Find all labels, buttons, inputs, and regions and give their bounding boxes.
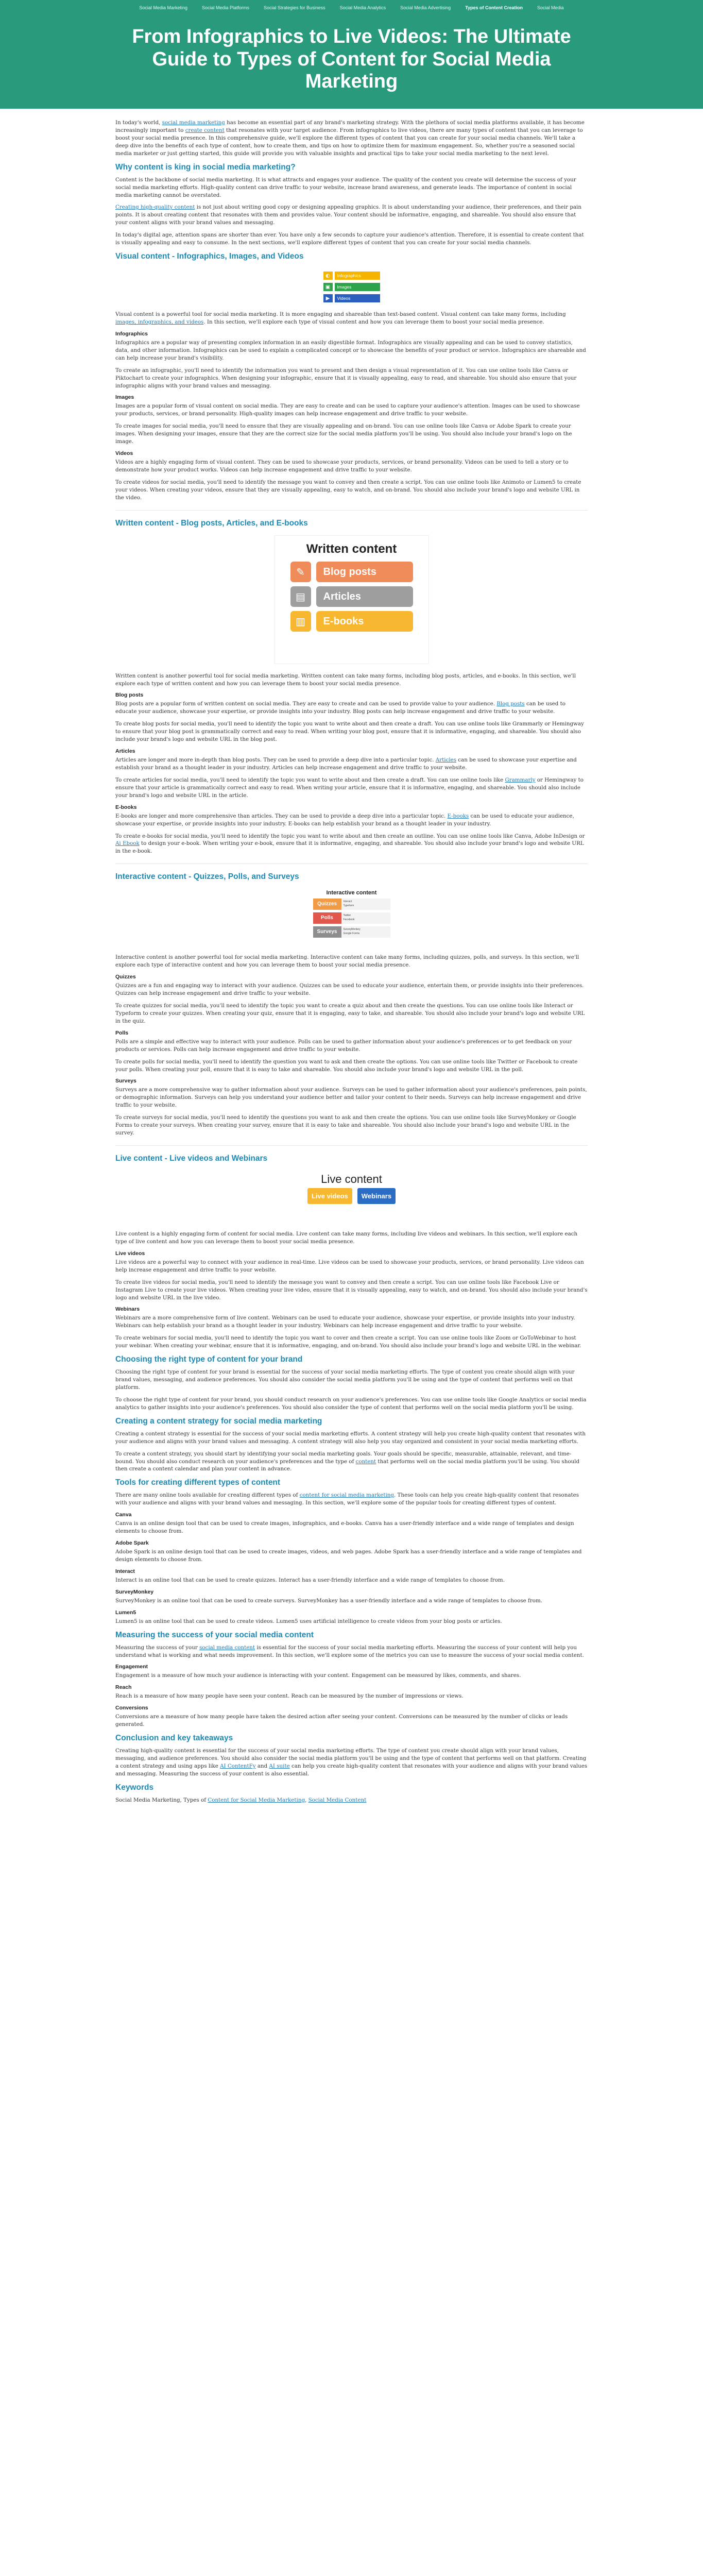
figure-title: Interactive content [326,890,377,896]
live-content-figure [115,1171,588,1222]
section-heading: Interactive content - Quizzes, Polls, and Surveys [115,872,299,882]
fig3-row [313,926,390,938]
paragraph: Reach is a measure of how many people have seen your content. Reach can be measured by the number of impressions or views. [115,1693,464,1700]
intro-paragraph: In today's world, social media marketing has become an essential part of any brand's marketing strategy. With the plethora of social media platforms available, it has become increasingly important to create content that resonates with your target audience. From infographics to live videos, there are many types of content that you can leverage to boost your social media presence. In this comprehensive guide, we'll explore the different types of content that you can create for your social media channels. We'll take a deep dive into the benefits of each type of content, how to create them, and tips on how to optimize them for maximum engagement. So, whether you're a seasoned social media marketer or just getting started, this guide will provide you with valuable insights and practical tips to take your social media marketing to the next level. [115,120,585,157]
section-heading: Tools for creating different types of content [115,1478,281,1487]
fig4-label: Live videos [307,1188,352,1204]
subheading: Blog posts [115,692,144,699]
article-body [115,109,588,1813]
section-heading: Measuring the success of your social media content [115,1630,314,1639]
section-heading: Conclusion and key takeaways [115,1734,233,1743]
live-content-diagram [303,1171,401,1222]
subheading: Interact [115,1568,135,1574]
paragraph: To choose the right type of content for your brand, you should conduct research on your audience's preferences. You can use online tools like Google Analytics or social media analytics to gather insights into your audience's preferences. You should also consider the type of content that performs well on the social media platform you'll be using. [115,1396,587,1411]
paragraph: Interact is an online tool that can be used to create quizzes. Interact has a user-friendly interface and a wide range of templates to choose from. [115,1577,505,1583]
section-heading: Keywords [115,1783,154,1792]
subheading: SurveyMonkey [115,1588,154,1595]
inline-link[interactable]: AI suite [269,1763,290,1770]
paragraph: To create e-books for social media, you'll need to identify the topic you want to write about and then create an outline. You can use online tools like Canva, Adobe InDesign or Ai Ebook to design your e-book. When writing your e-book, ensure that it is informative, engaging, and shareable. You should also include your brand's logo and website URL in the e-book. [115,833,585,855]
fig3-tools: Twitter Facebook [341,912,390,924]
visual-content-diagram [323,268,380,302]
section-heading: Written content - Blog posts, Articles, and E-books [115,518,308,528]
subheading: Webinars [115,1306,140,1313]
visual-content-figure [115,268,588,302]
paragraph: To create videos for social media, you'll need to identify the message you want to convey and then create a script. You can use online tools like Animoto or Lumen5 to create your videos. When creating your videos, ensure that they are visually appealing, easy to watch, and on-brand. You should also include your brand's logo and website URL in the video. [115,479,581,501]
inline-link[interactable]: social media content [199,1644,255,1651]
subheading: Surveys [115,1078,136,1084]
section-heading: Live content - Live videos and Webinars [115,1154,268,1163]
paragraph: Images are a popular form of visual content on social media. They are easy to create and can be used to capture your audience's attention. Images can be used to showcase your products, services, or brand personality. High-quality images can help increase engagement and drive traffic to your website. [115,403,580,417]
paragraph: Engagement is a measure of how much your audience is interacting with your content. Engagement can be measured by likes, comments, and shares. [115,1672,521,1679]
paragraph: Live content is a highly engaging form of content for social media. Live content can take many forms, including live videos and webinars. In this section, we'll explore each type of live content and how you can leverage them to boost your social media presence. [115,1230,578,1245]
nav-item[interactable]: Social Strategies for Business [264,5,325,10]
subheading: Conversions [115,1705,148,1711]
subheading: Canva [115,1512,132,1518]
paragraph: To create quizzes for social media, you'll need to identify the topic you want to create a quiz about and then create the questions. You can use online tools like Interact or Typeform to create your quizzes. When creating your quiz, ensure that it is engaging, easy to take, and shareable. You should also include your brand's logo and website URL in the quiz. [115,1003,585,1024]
fig4-row [303,1188,401,1204]
paragraph: Lumen5 is an online tool that can be used to create videos. Lumen5 uses artificial intelligence to create videos from your blog posts or articles. [115,1618,502,1624]
inline-link[interactable]: content for social media marketing [299,1492,394,1499]
paragraph: Blog posts are a popular form of written content on social media. They are easy to create and can be used to provide value to your audience. Blog posts can be used to educate your audience, showcase your expertise, or provide insights into your industry. Blog posts can help increase engagement and drive traffic to your website. [115,701,565,715]
inline-link[interactable]: E-books [447,812,469,819]
nav-item-active[interactable]: Types of Content Creation [465,5,523,10]
paragraph: Videos are a highly engaging form of visual content. They can be used to showcase your products, services, or brand personality. Videos can be used to tell a story or to demonstrate how your product works. Videos can help increase engagement and drive traffic to your website. [115,459,569,473]
inline-link[interactable]: social media marketing [162,120,225,126]
divider [115,863,588,864]
paragraph: Infographics are a popular way of presenting complex information in an easily digestible format. Infographics are visually appealing and can be used to convey statistics, data, and other information. Infographics can be used to explain a complicated concept or to showcase the benefits of your product or service. Infographics are shareable and can help increase your brand's visibility. [115,339,586,361]
blog-icon: ✎ [290,562,311,582]
ebook-icon: ▥ [290,611,311,632]
divider [115,1145,588,1146]
paragraph: Surveys are a more comprehensive way to gather information about your audience. Surveys can be used to gather information about your audience's preferences, pain points, or demographic information. Surveys can help you understand your audience better and tailor your content to their needs. Surveys can help increase engagement and drive traffic to your website. [115,1087,587,1109]
nav-item[interactable]: Social Media Platforms [201,5,250,10]
inline-link[interactable]: Ai Ebook [115,840,140,847]
fig2-label: E-books [316,611,413,632]
figure-title: Written content [306,541,397,556]
subheading: Infographics [115,330,148,337]
subheading: Polls [115,1029,129,1036]
paragraph: To create a content strategy, you should start by identifying your social media marketing goals. Your goals should be specific, measurable, attainable, relevant, and time-bound. You should also conduct research on your audience's preferences and the type of content that performs well on the social media platform you'll be using. You should then create a content calendar and plan your content in advance. [115,1450,580,1472]
fig1-row [323,294,380,302]
page-title: From Infographics to Live Videos: The Ultimate Guide to Types of Content for Social Media Marketing [132,26,571,93]
paragraph: Canva is an online design tool that can be used to create images, infographics, and e-books. Canva has a user-friendly interface and a wide range of templates and design elements to choose from. [115,1520,574,1535]
fig1-label: Videos [335,294,380,302]
paragraph: There are many online tools available for creating different types of content for social media marketing. These tools can help you create high-quality content that resonates with your audience and aligns with your brand values and messaging. In this section, we'll explore some of the popular tools for creating different types of content. [115,1492,579,1506]
inline-link[interactable]: Grammarly [505,776,536,783]
fig3-label: Surveys [313,926,341,938]
paragraph: E-books are longer and more comprehensive than articles. They can be used to provide a deep dive into a particular topic. E-books can be used to educate your audience, showcase your expertise, or provide insights into your industry. E-books can help establish your brand as a thought leader in your industry. [115,812,574,827]
keywords-paragraph: Social Media Marketing, Types of Content for Social Media Marketing, Social Media Content [115,1797,367,1803]
infographic-icon: ◐ [323,272,333,280]
top-nav [0,0,703,15]
hero-banner [0,15,703,109]
written-content-figure [115,535,588,664]
inline-link[interactable]: Creating high-quality content [115,204,195,211]
divider [115,510,588,511]
paragraph: Articles are longer and more in-depth than blog posts. They can be used to provide a deep dive into a particular topic. Articles can be used to showcase your expertise and establish your brand as a thought leader in your industry. Articles can help increase engagement and drive traffic to your website. [115,757,577,771]
image-icon: ▣ [323,283,333,291]
fig2-row [290,562,413,582]
fig3-row [313,912,390,924]
subheading: Adobe Spark [115,1540,149,1547]
paragraph: Webinars are a more comprehensive form of live content. Webinars can be used to educate your audience, showcase your expertise, or provide insights into your industry. Webinars can help establish your brand as a thought leader in your industry. Webinars can help increase engagement and drive traffic to your website. [115,1315,575,1329]
paragraph: To create articles for social media, you'll need to identify the topic you want to write about and then create a draft. You can use online tools like Grammarly or Hemingway to ensure that your article is grammatically correct and easy to read. When writing your article, ensure that it is informative, engaging, and shareable. You should also include your brand's logo and website URL in the article. [115,776,584,799]
nav-item[interactable]: Social Media Advertising [400,5,451,10]
written-content-diagram [275,535,429,664]
paragraph: Interactive content is another powerful tool for social media marketing. Interactive content can take many forms, including quizzes, polls, and surveys. In this section, we'll explore each type of interactive content and how you can leverage them to boost your social media presence. [115,954,579,969]
nav-item[interactable]: Social Media Marketing [139,5,187,10]
interactive-content-diagram [313,889,390,945]
inline-link[interactable]: Articles [435,757,457,764]
paragraph: To create an infographic, you'll need to identify the information you want to present and then design a visual representation of it. You can use online tools like Canva or Piktochart to create your infographics. When designing your infographic, ensure that it is visually appealing, easy to read, and shareable. You should also ensure that your infographic aligns with your brand values and messaging. [115,367,577,389]
fig1-label: Infographics [335,272,380,280]
section-heading: Why content is king in social media marketing? [115,162,296,172]
fig3-tools: Interact Typeform [341,899,390,910]
figure-title: Live content [321,1172,382,1185]
subheading: Videos [115,450,133,457]
paragraph: To create live videos for social media, you'll need to identify the message you want to convey and then create a script. You can use online tools like Facebook Live or Instagram Live to create your live videos. When creating your live video, ensure that it is visually appealing, easy to watch, and on-brand. You should also include your brand's logo and website URL in the live video. [115,1279,588,1301]
fig2-row [290,586,413,607]
fig2-label: Articles [316,586,413,607]
subheading: Reach [115,1684,132,1691]
fig3-label: Polls [313,912,341,924]
paragraph: To create webinars for social media, you'll need to identify the topic you want to cover and then create a script. You can use online tools like Zoom or GoToWebinar to host your webinar. When creating your webinar, ensure that it is informative, engaging, and on-brand. You should also include your brand's logo and website URL in the webinar. [115,1335,581,1349]
fig3-label: Quizzes [313,899,341,910]
fig2-row [290,611,413,632]
paragraph: Choosing the right type of content for your brand is essential for the success of your social media marketing efforts. The type of content you create should align with your brand values, messaging, and audience preferences. You should also consider the social media platform you'll be using and the type of content that performs well on that platform. [115,1369,575,1391]
keyword-link[interactable]: Social Media Content [308,1797,367,1803]
fig1-row [323,272,380,280]
paragraph: Visual content is a powerful tool for social media marketing. It is more engaging and shareable than text-based content. Visual content can take many forms, including images, infographics, and videos. In this section, we'll explore each type of visual content and how you can leverage them to boost your social media presence. [115,311,566,325]
inline-link[interactable]: create content [185,127,225,133]
paragraph: SurveyMonkey is an online tool that can be used to create surveys. SurveyMonkey has a user-friendly interface and a wide range of templates to choose from. [115,1597,542,1604]
inline-link[interactable]: AI ContentFy [220,1763,256,1770]
subheading: Images [115,394,134,401]
paragraph: Written content is another powerful tool for social media marketing. Written content can take many forms, including blog posts, articles, and e-books. In this section, we'll explore each type of written content and how you can leverage them to boost your social media presence. [115,672,576,687]
paragraph: Adobe Spark is an online design tool that can be used to create images, videos, and web pages. Adobe Spark has a user-friendly interface and a wide range of templates and design elements to choose from. [115,1549,582,1563]
fig1-row [323,283,380,291]
paragraph: Creating high-quality content is essential for the success of your social media marketing efforts. The type of content you create should align with your brand values, messaging, and audience preferences. You should also consider the social media platform you'll be using and the type of content that performs well on that platform. Creating a content strategy and using apps like AI ContentFy and AI suite can help you create high-quality content that resonates with your audience and aligns with your brand values and messaging. Measuring the success of your content is also essential. [115,1748,588,1777]
interactive-content-figure [115,889,588,945]
subheading: Quizzes [115,974,136,980]
subheading: Lumen5 [115,1609,136,1616]
paragraph: Quizzes are a fun and engaging way to interact with your audience. Quizzes can be used to educate your audience, entertain them, or provide insights into their preferences. Quizzes can help increase engagement and drive traffic to your website. [115,982,584,997]
fig2-label: Blog posts [316,562,413,582]
paragraph: Polls are a simple and effective way to interact with your audience. Polls can be used to gather information about your audience's preferences or to get feedback on your products or services. Polls can help increase engagement and drive traffic to your website. [115,1038,572,1053]
paragraph: To create polls for social media, you'll need to identify the question you want to ask and then create the options. You can use online tools like Twitter or Facebook to create your polls. When creating your poll, ensure that it is easy to take and shareable. You should also include your brand's logo and website URL in the poll. [115,1058,578,1073]
subheading: Engagement [115,1664,148,1670]
paragraph: In today's digital age, attention spans are shorter than ever. You have only a few seconds to capture your audience's attention. Therefore, it is essential to create content that is visually appealing and easy to consume. In the next sections, we'll explore different types of content that you can create for your social media channels. [115,232,584,246]
section-heading: Visual content - Infographics, Images, and Videos [115,252,304,261]
fig4-label: Webinars [357,1188,396,1204]
paragraph: Content is the backbone of social media marketing. It is what attracts and engages your audience. The quality of the content you create will determine the success of your social media marketing efforts. High-quality content can drive traffic to your website, increase brand awareness, and generate leads. The importance of content in social media marketing cannot be overstated. [115,176,576,198]
paragraph: Creating high-quality content is not just about writing good copy or designing appealing graphics. It is about understanding your audience, their preferences, and their pain points. It is about creating content that resonates with them and provides value. Your content should be informative, engaging, and shareable. You should also ensure that your content aligns with your brand values and messaging. [115,204,581,226]
keyword-link[interactable]: Content for Social Media Marketing [208,1797,305,1803]
inline-link[interactable]: content [355,1458,376,1465]
section-heading: Choosing the right type of content for your brand [115,1355,303,1364]
paragraph: Live videos are a powerful way to connect with your audience in real-time. Live videos can be used to showcase your products, services, or brand personality. Live videos can help increase engagement and drive traffic to your website. [115,1259,584,1273]
subheading: Live videos [115,1250,145,1257]
paragraph: Creating a content strategy is essential for the success of your social media marketing efforts. A content strategy will help you create high-quality content that resonates with your audience and aligns with your brand values and messaging. A content strategy will also help you stay organized and consistent in your social media marketing efforts. [115,1430,586,1445]
section-heading: Creating a content strategy for social media marketing [115,1416,322,1426]
article-icon: ▤ [290,586,311,607]
paragraph: Measuring the success of your social media content is essential for the success of your social media marketing efforts. Measuring the success of your content will help you understand what is working and what needs improvement. In this section, we'll explore some of the metrics you can use to measure the success of your social media content. [115,1644,584,1658]
fig1-label: Images [335,283,380,291]
subheading: E-books [115,804,137,810]
nav-item[interactable]: Social Media [537,5,564,10]
inline-link[interactable]: Blog posts [496,701,525,707]
paragraph: To create blog posts for social media, you'll need to identify the topic you want to write about and then create a draft. You can use online tools like Grammarly or Hemingway to ensure that your blog post is grammatically correct and easy to read. When writing your blog post, ensure that it is informative, engaging, and shareable. You should also include your brand's logo and website URL in the blog post. [115,721,584,743]
paragraph: Conversions are a measure of how many people have taken the desired action after seeing your content. Conversions can be measured by the number of clicks or leads generated. [115,1714,568,1728]
fig3-tools: SurveyMonkey Google Forms [341,926,390,938]
paragraph: To create images for social media, you'll need to ensure that they are visually appealing and on-brand. You can use online tools like Canva or Adobe Spark to create your images. When designing your images, ensure that they are the correct size for the social media platform you'll be using. You should also include your brand's logo on the image. [115,423,572,445]
fig3-row [313,899,390,910]
paragraph: To create surveys for social media, you'll need to identify the questions you want to ask and then create the options. You can use online tools like SurveyMonkey or Google Forms to create your surveys. When creating your survey, ensure that it is easy to take and shareable. You should also include your brand's logo and website URL in the survey. [115,1114,576,1137]
nav-item[interactable]: Social Media Analytics [339,5,386,10]
video-icon: ▶ [323,294,333,302]
inline-link[interactable]: images, infographics, and videos [115,318,204,325]
subheading: Articles [115,748,135,755]
